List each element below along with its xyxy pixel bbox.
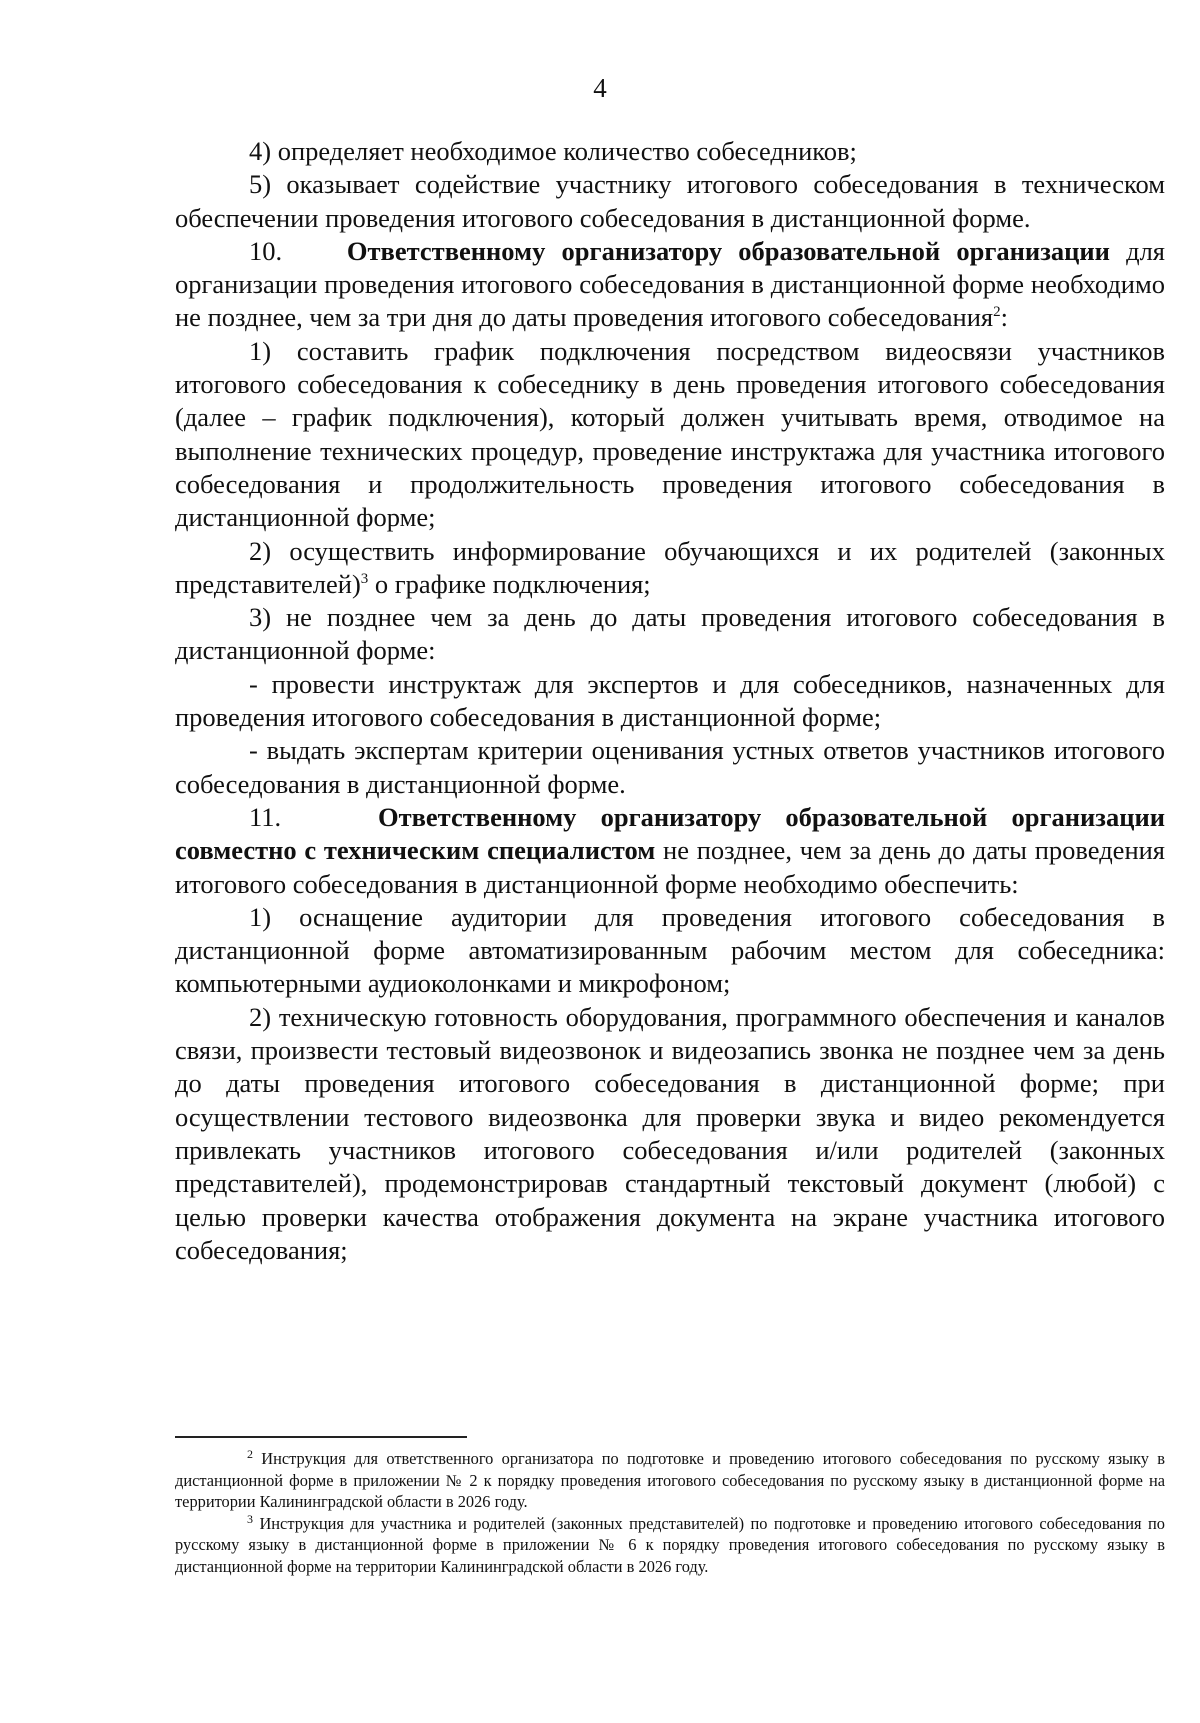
paragraph-11-item-1: 1) оснащение аудитории для проведения итогового собеседования в дистанционной форме автоматизированным рабочим местом для собеседника: компьютерными аудиоколонками и микрофоном; — [175, 901, 1165, 999]
footnote-divider — [175, 1436, 467, 1438]
footnote-ref-3[interactable]: 3 — [360, 570, 369, 587]
bold-lead: Ответственному организатору образовательной организации совместно с техническим специалистом — [175, 801, 1166, 866]
footnote-3 — [175, 1513, 1165, 1578]
paragraph-text: 2) осуществить информирование обучающихся и их родителей (законных представителей) — [175, 535, 1165, 599]
document-body — [175, 135, 1165, 1267]
footnote-text: Инструкция для ответственного организатора по подготовке и проведению итогового собеседования по русскому языку в дистанционной форме в приложении № 2 к порядку проведения итогового собеседования по русскому языку в дистанционной форме на территории Калининградской области в 2026 году. — [175, 1449, 1165, 1512]
paragraph-item-5: 5) оказывает содействие участнику итогового собеседования в техническом обеспечении проведения итогового собеседования в дистанционной форме. — [175, 169, 1165, 233]
paragraph-number: 10. — [249, 235, 283, 266]
paragraph-item-4: 4) определяет необходимое количество собеседников; — [249, 136, 857, 166]
paragraph-text: не позднее, чем за день до даты проведения итогового собеседования в дистанционной форме необходимо обеспечить: — [175, 835, 1165, 899]
paragraph-text-cont: о графике подключения; — [368, 568, 651, 599]
paragraph-10-item-3-dash-2: - выдать экспертам критерии оценивания устных ответов участников итогового собеседования в дистанционной форме. — [175, 735, 1165, 799]
footnote-2 — [175, 1448, 1165, 1513]
paragraph-10 — [175, 235, 1165, 335]
paragraph-11-item-2: 2) техническую готовность оборудования, программного обеспечения и каналов связи, произвести тестовый видеозвонок и видеозапись звонка не позднее чем за день до даты проведения итогового собеседования в дистанционной форме; при осуществлении тестового видеозвонка для проверки звука и видео рекомендуется привлекать участников итогового собеседования и/или родителей (законных представителей), продемонстрировав стандартный текстовый документ (любой) с целью проверки качества отображения документа на экране участника итогового собеседования; — [175, 1001, 1165, 1265]
paragraph-end: : — [1000, 302, 1008, 333]
bold-lead: Ответственному организатору образовательной организации — [346, 235, 1110, 266]
paragraph-text: для организации проведения итогового собеседования в дистанционной форме необходимо не позднее, чем за три дня до даты проведения итогового собеседования — [175, 235, 1165, 333]
footnotes — [175, 1448, 1165, 1578]
footnote-mark: 3 — [247, 1511, 253, 1526]
footnote-ref-2[interactable]: 2 — [993, 304, 1001, 321]
paragraph-11 — [175, 801, 1165, 901]
paragraph-10-item-3-dash-1: - провести инструктаж для экспертов и для собеседников, назначенных для проведения итогового собеседования в дистанционной форме; — [175, 668, 1165, 733]
paragraph-10-item-1: 1) составить график подключения посредством видеосвязи участников итогового собеседования к собеседнику в день проведения итогового собеседования (далее – график подключения), который должен учитывать время, отводимое на выполнение технических процедур, проведение инструктажа для участника итогового собеседования и продолжительность проведения итогового собеседования в дистанционной форме; — [175, 335, 1165, 533]
paragraph-10-item-2 — [175, 535, 1165, 602]
footnote-text: Инструкция для участника и родителей (законных представителей) по подготовке и проведению итогового собеседования по русскому языку в дистанционной форме в приложении № 6 к порядку проведения итогового собеседования по русскому языку в дистанционной форме на территории Калининградской области в 2026 году. — [175, 1513, 1165, 1576]
footnote-mark: 2 — [247, 1447, 253, 1461]
paragraph-number: 11. — [249, 801, 282, 832]
page-number: 4 — [593, 73, 607, 103]
paragraph-10-item-3: 3) не позднее чем за день до даты проведения итогового собеседования в дистанционной форме: — [175, 602, 1165, 666]
